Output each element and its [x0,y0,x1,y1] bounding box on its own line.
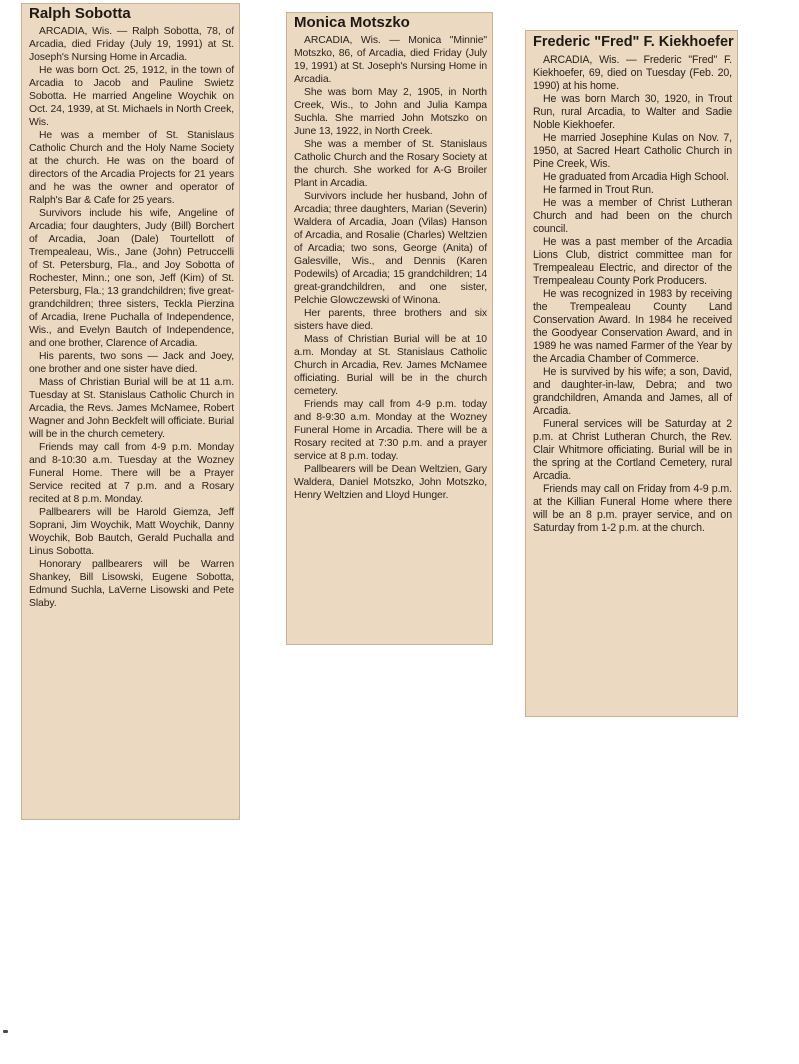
obituary-paragraph: Friends may call from 4-9 p.m. Monday and 8-10:30 a.m. Tuesday at the Wozney Funeral Home. There will be a Prayer Service recited at 7 p.m. and a Rosary recited at 8 p.m. Monday. [29,442,234,505]
obituary-paragraph: ARCADIA, Wis. — Frederic "Fred" F. Kiekhoefer, 69, died on Tuesday (Feb. 20, 1990) at his home. [533,54,732,92]
obituary-paragraph: Funeral services will be Saturday at 2 p.m. at Christ Lutheran Church, the Rev. Clair Whitmore officiating. Burial will be in the spring at the Cortland Cemetery, rural Arcadia. [533,418,732,482]
obituary-paragraph: Friends may call from 4-9 p.m. today and 8-9:30 a.m. Monday at the Wozney Funeral Home in Arcadia. There will be a Rosary recited at 7:30 p.m. and a prayer service at 8 p.m. today. [294,399,487,462]
obituary-paragraph: Mass of Christian Burial will be at 10 a.m. Monday at St. Stanislaus Catholic Church in Arcadia, Rev. James McNamee officiating. Burial will be in the church cemetery. [294,334,487,397]
obituary-clipping-frederic-kiekhoefer [525,30,738,717]
obituary-paragraph: His parents, two sons — Jack and Joey, one brother and one sister have died. [29,351,234,375]
obituary-paragraph: She was born May 2, 1905, in North Creek, Wis., to John and Julia Kampa Suchla. She married John Motszko on June 13, 1922, in North Creek. [294,87,487,137]
obituary-paragraph: He was born March 30, 1920, in Trout Run, rural Arcadia, to Walter and Sadie Noble Kiekhoefer. [533,93,732,131]
obituary-paragraph: He was a member of Christ Lutheran Church and had been on the church council. [533,197,732,235]
obituary-body [286,32,493,502]
obituary-paragraph: He farmed in Trout Run. [543,184,654,196]
scan-speck [3,1030,8,1033]
obituary-paragraph: He was a past member of the Arcadia Lions Club, district committee man for Trempealeau Electric, and director of the Trempealeau County Pork Producers. [533,236,732,287]
obituary-paragraph: ARCADIA, Wis. — Ralph Sobotta, 78, of Arcadia, died Friday (July 19, 1991) at St. Joseph's Nursing Home in Arcadia. [29,26,234,63]
obituary-paragraph: Friends may call on Friday from 4-9 p.m. at the Killian Funeral Home where there will be an 8 p.m. prayer service, and on Saturday from 1-2 p.m. at the church. [533,483,732,534]
obituary-headline: Monica Motszko [294,14,410,31]
obituary-paragraph: Her parents, three brothers and six sisters have died. [294,308,487,332]
obituary-paragraph: Mass of Christian Burial will be at 11 a.m. Tuesday at St. Stanislaus Catholic Church in Arcadia, the Revs. James McNamee, Robert Wagner and John Beckfelt will officiate. Burial will be in the church cemetery. [29,377,234,440]
obituary-body [21,23,240,610]
obituary-clipping-ralph-sobotta [21,3,240,820]
obituary-body [525,52,738,535]
obituary-paragraph: Survivors include her husband, John of Arcadia; three daughters, Marian (Severin) Waldera of Arcadia, Joan (Vilas) Hanson of Arcadia, and Rosalie (Charles) Weltzien of Arcadia; two sons, George (Anita) of Galesville, Wis., and Dennis (Karen Podewils) of Arcadia; 15 grandchildren; 14 great-grandchildren, and one sister, Pelchie Glowczewski of Winona. [294,191,487,306]
obituary-paragraph: Survivors include his wife, Angeline of Arcadia; four daughters, Judy (Bill) Borchert of Arcadia, Joan (Dale) Tourtellott of Trempealeau, Wis., Jane (John) Petruccelli of St. Petersburg, Fla., and Joy Sobotta of Rochester, Minn.; one son, Jeff (Kim) of St. Petersburg, Fla.; 13 grandchildren; five great-grandchildren; three sisters, Teckla Pierzina of Arcadia, Irene Puchalla of Independence, Wis., and Evelyn Bautch of Independence, and one brother, Clarence of Arcadia. [29,208,234,349]
obituary-paragraph: She was a member of St. Stanislaus Catholic Church and the Rosary Society at the church. She worked for A-G Broiler Plant in Arcadia. [294,139,487,189]
obituary-paragraph: He was a member of St. Stanislaus Catholic Church and the Holy Name Society at the church. He was on the board of directors of the Arcadia Projects for 21 years and he was the owner and operator of Ralph's Bar & Cafe for 25 years. [29,130,234,206]
obituary-paragraph: He is survived by his wife; a son, David, and daughter-in-law, Debra; and two grandchildren, Amanda and James, all of Arcadia. [533,366,732,417]
obituary-paragraph: He was recognized in 1983 by receiving the Trempealeau County Land Conservation Award. In 1984 he received the Goodyear Conservation Award, and in 1989 he was named Farmer of the Year by the Arcadia Chamber of Commerce. [533,288,732,365]
obituary-paragraph: Pallbearers will be Dean Weltzien, Gary Waldera, Daniel Motszko, John Motszko, Henry Weltzien and Lloyd Hunger. [294,464,487,501]
obituary-headline: Frederic "Fred" F. Kiekhoefer [533,34,734,50]
obituary-paragraph: Pallbearers will be Harold Giemza, Jeff Soprani, Jim Woychik, Matt Woychik, Danny Woychik, Bob Bautch, Gerald Puchalla and Linus Sobotta. [29,507,234,557]
obituary-paragraph: ARCADIA, Wis. — Monica "Minnie" Motszko, 86, of Arcadia, died Friday (July 19, 1991) at St. Joseph's Nursing Home in Arcadia. [294,35,487,85]
obituary-paragraph: He was born Oct. 25, 1912, in the town of Arcadia to Jacob and Pauline Swietz Sobotta. He married Angeline Woychik on Oct. 24, 1939, at St. Michaels in North Creek, Wis. [29,65,234,128]
obituary-clipping-monica-motszko [286,12,493,645]
obituary-headline: Ralph Sobotta [29,5,131,22]
obituary-paragraph: Honorary pallbearers will be Warren Shankey, Bill Lisowski, Eugene Sobotta, Edmund Suchla, LaVerne Lisowski and Pete Slaby. [29,559,234,609]
obituary-paragraph: He graduated from Arcadia High School. [543,171,729,183]
obituary-paragraph: He married Josephine Kulas on Nov. 7, 1950, at Sacred Heart Catholic Church in Pine Creek, Wis. [533,132,732,170]
